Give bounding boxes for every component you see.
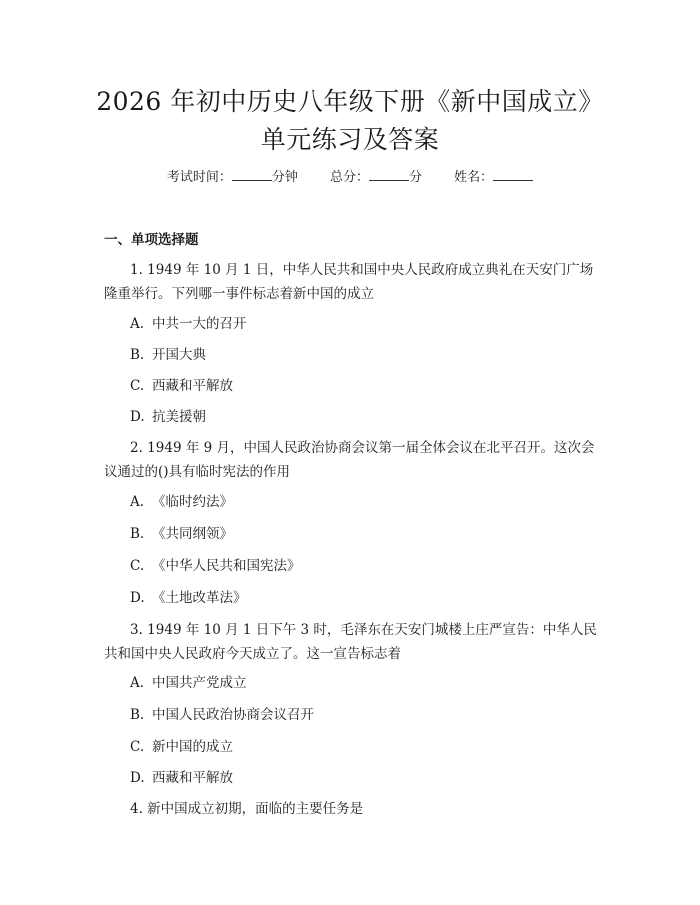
question-1-option-a (130, 314, 247, 334)
question-2: 2. 1949 年 9 月，中国人民政治协商会议第一届全体会议在北平召开。这次会议通过的()具有临时宪法的作用 (104, 440, 595, 480)
option-text: 西藏和平解放 (152, 378, 233, 394)
option-letter: D. (130, 770, 145, 786)
option-text: 《土地改革法》 (152, 590, 247, 606)
question-2-option-b (130, 524, 233, 544)
document-title-line1: 2026 年初中历史八年级下册《新中国成立》 (96, 87, 604, 116)
question-3-option-b (130, 705, 314, 725)
option-letter: B. (130, 526, 145, 542)
total-score-label: 总分： (329, 170, 369, 185)
exam-time-field (167, 168, 298, 188)
exam-time-blank (232, 180, 272, 181)
question-2-option-a (130, 492, 233, 512)
option-letter: C. (130, 558, 145, 574)
option-letter: C. (130, 739, 145, 755)
question-2-option-d (130, 588, 247, 608)
question-3-option-a (130, 673, 247, 693)
option-text: 《临时约法》 (152, 494, 233, 510)
total-score-unit: 分 (409, 170, 423, 185)
question-1-option-b (130, 345, 206, 365)
question-4: 4. 新中国成立初期，面临的主要任务是 (130, 801, 364, 817)
total-score-field (330, 168, 422, 188)
name-field (454, 168, 533, 188)
option-text: 开国大典 (152, 347, 206, 363)
option-letter: D. (130, 590, 145, 606)
option-text: 中国共产党成立 (152, 675, 247, 691)
option-text: 中共一大的召开 (152, 316, 247, 332)
option-text: 《共同纲领》 (152, 526, 233, 542)
option-letter: A. (130, 316, 145, 332)
question-3-option-c (130, 737, 233, 757)
option-text: 新中国的成立 (152, 739, 233, 755)
total-score-blank (369, 180, 409, 181)
option-letter: B. (130, 347, 145, 363)
exam-time-label: 考试时间： (166, 170, 232, 185)
option-text: 抗美援朝 (152, 409, 206, 425)
name-label: 姓名： (454, 170, 494, 185)
question-3-option-d (130, 768, 233, 788)
option-text: 中国人民政治协商会议召开 (152, 707, 314, 723)
section-heading: 一、单项选择题 (104, 232, 199, 248)
question-1-option-d (130, 407, 206, 427)
question-1: 1. 1949 年 10 月 1 日，中华人民共和国中央人民政府成立典礼在天安门广场隆重举行。下列哪一事件标志着新中国的成立 (104, 262, 594, 302)
option-letter: A. (130, 494, 145, 510)
option-text: 西藏和平解放 (152, 770, 233, 786)
question-1-option-c (130, 376, 233, 396)
question-2-option-c (130, 556, 301, 576)
option-letter: B. (130, 707, 145, 723)
option-letter: C. (130, 378, 145, 394)
name-blank (493, 180, 533, 181)
option-text: 《中华人民共和国宪法》 (152, 558, 301, 574)
question-3: 3. 1949 年 10 月 1 日下午 3 时，毛泽东在天安门城楼上庄严宣告：中华人民共和国中央人民政府今天成立了。这一宣告标志着 (104, 622, 597, 662)
option-letter: D. (130, 409, 145, 425)
document-title-line2: 单元练习及答案 (260, 125, 440, 154)
option-letter: A. (130, 675, 145, 691)
exam-info (0, 168, 700, 188)
exam-time-unit: 分钟 (271, 170, 298, 185)
